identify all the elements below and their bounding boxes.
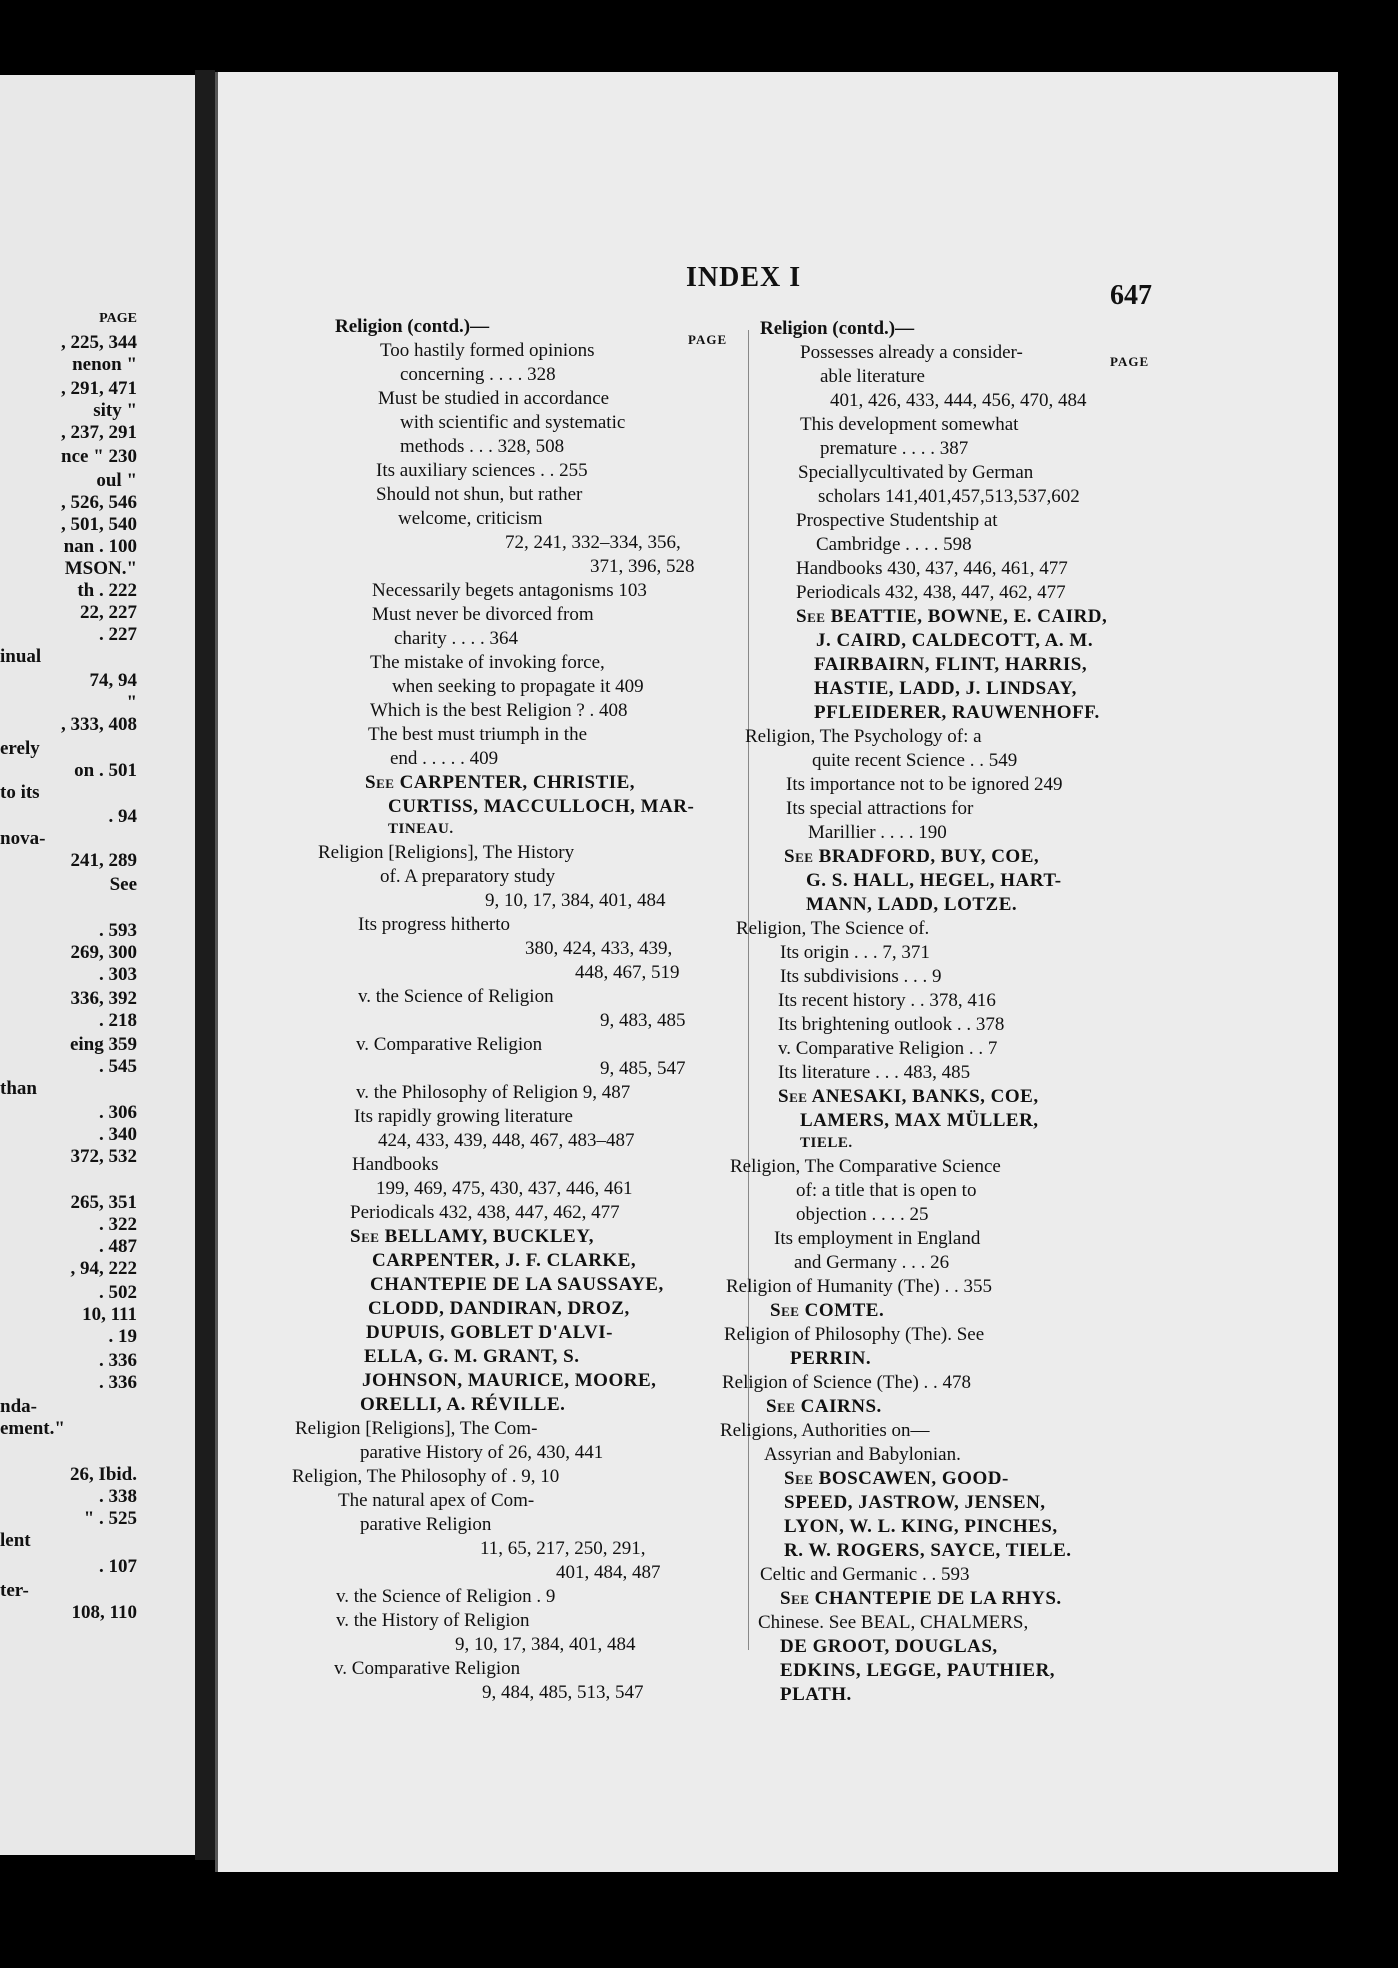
facing-page-line: 26, Ibid. bbox=[69, 1464, 137, 1485]
facing-page-line: nda- bbox=[0, 1396, 37, 1417]
index-entry-line: Possesses already a consider- bbox=[800, 342, 1023, 363]
index-entry-line: Its auxiliary sciences . . 255 bbox=[376, 460, 588, 481]
facing-page-line: th . 222 bbox=[77, 580, 137, 601]
facing-page-line: See bbox=[109, 874, 137, 895]
facing-page-line: sity " bbox=[93, 400, 137, 421]
index-entry-line: LAMERS, MAX MÜLLER, bbox=[800, 1110, 1039, 1131]
index-entry-line: methods . . . 328, 508 bbox=[400, 436, 565, 457]
index-entry-line: See CAIRNS. bbox=[766, 1396, 882, 1417]
facing-page-line: erely bbox=[0, 738, 40, 759]
index-entry-line: Its subdivisions . . . 9 bbox=[780, 966, 942, 987]
index-entry-line: Religion, The Psychology of: a bbox=[745, 726, 982, 747]
facing-page-line: ement." bbox=[0, 1418, 65, 1439]
index-entry-line: The best must triumph in the bbox=[368, 724, 588, 745]
index-entry-line: CARPENTER, J. F. CLARKE, bbox=[372, 1250, 637, 1271]
index-entry-line: PLATH. bbox=[780, 1684, 852, 1705]
index-entry-line: DE GROOT, DOUGLAS, bbox=[780, 1636, 998, 1657]
column-divider bbox=[748, 330, 749, 1650]
facing-page-line: 10, 111 bbox=[82, 1304, 137, 1325]
index-entry-line: Its importance not to be ignored 249 bbox=[786, 774, 1063, 795]
index-entry-line: Handbooks 430, 437, 446, 461, 477 bbox=[796, 558, 1068, 579]
index-entry-line: 9, 485, 547 bbox=[600, 1058, 686, 1079]
index-entry-line: 9, 484, 485, 513, 547 bbox=[482, 1682, 644, 1703]
index-entry-line: PFLEIDERER, RAUWENHOFF. bbox=[814, 702, 1100, 723]
facing-page-line: , 225, 344 bbox=[61, 332, 137, 353]
index-entry-line: 380, 424, 433, 439, bbox=[525, 938, 673, 959]
index-entry-line: Religion of Science (The) . . 478 bbox=[722, 1372, 972, 1393]
index-entry-line: Too hastily formed opinions bbox=[380, 340, 595, 361]
facing-page-line: nova- bbox=[0, 828, 46, 849]
index-entry-line: See CHANTEPIE DE LA RHYS. bbox=[780, 1588, 1062, 1609]
index-entry-line: Assyrian and Babylonian. bbox=[764, 1444, 961, 1465]
index-entry-line: This development somewhat bbox=[800, 414, 1019, 435]
index-entry-line: of: a title that is open to bbox=[796, 1180, 977, 1201]
index-entry-line: TIELE. bbox=[800, 1135, 853, 1151]
facing-page-line: inual bbox=[0, 646, 42, 667]
facing-page-line: nan . 100 bbox=[63, 536, 137, 557]
index-entry-line: v. the Science of Religion . 9 bbox=[336, 1586, 556, 1607]
facing-page-line: MSON." bbox=[64, 558, 137, 579]
index-entry-line: Its origin . . . 7, 371 bbox=[780, 942, 930, 963]
index-entry-line: Its employment in England bbox=[774, 1228, 981, 1249]
index-entry-line: Religion (contd.)— bbox=[760, 318, 915, 339]
index-entry-line: Which is the best Religion ? . 408 bbox=[370, 700, 628, 721]
facing-page-line: nce " 230 bbox=[61, 446, 137, 467]
index-entry-line: v. Comparative Religion bbox=[334, 1658, 521, 1679]
facing-page-line: . 218 bbox=[99, 1010, 137, 1031]
index-entry-line: 9, 10, 17, 384, 401, 484 bbox=[485, 890, 666, 911]
index-entry-line: 72, 241, 332–334, 356, bbox=[505, 532, 681, 553]
index-entry-line: Must never be divorced from bbox=[372, 604, 594, 625]
index-entry-line: Religion [Religions], The Com- bbox=[295, 1418, 538, 1439]
index-entry-line: Religion, The Science of. bbox=[736, 918, 930, 939]
facing-page-line: , 94, 222 bbox=[70, 1258, 137, 1279]
index-entry-line: The natural apex of Com- bbox=[338, 1490, 535, 1511]
index-entry-line: Its literature . . . 483, 485 bbox=[778, 1062, 971, 1083]
index-entry-line: quite recent Science . . 549 bbox=[812, 750, 1018, 771]
facing-page-line: 269, 300 bbox=[70, 942, 137, 963]
facing-page-line: eing 359 bbox=[69, 1034, 137, 1055]
facing-page-line: 22, 227 bbox=[80, 602, 137, 623]
index-entry-line: CURTISS, MACCULLOCH, MAR- bbox=[388, 796, 695, 817]
index-entry-line: 199, 469, 475, 430, 437, 446, 461 bbox=[376, 1178, 633, 1199]
index-entry-line: Chinese. See BEAL, CHALMERS, bbox=[758, 1612, 1029, 1633]
index-entry-line: 9, 10, 17, 384, 401, 484 bbox=[455, 1634, 636, 1655]
index-entry-line: See BOSCAWEN, GOOD- bbox=[784, 1468, 1009, 1489]
index-entry-line: 9, 483, 485 bbox=[600, 1010, 686, 1031]
index-entry-line: See BRADFORD, BUY, COE, bbox=[784, 846, 1040, 867]
facing-page-line: 241, 289 bbox=[70, 850, 137, 871]
index-entry-line: Cambridge . . . . 598 bbox=[816, 534, 972, 555]
index-entry-line: TINEAU. bbox=[388, 821, 454, 837]
facing-page-line: nenon " bbox=[72, 354, 137, 375]
facing-page-line: " . 525 bbox=[83, 1508, 137, 1529]
index-entry-line: Should not shun, but rather bbox=[376, 484, 583, 505]
index-entry-line: parative History of 26, 430, 441 bbox=[360, 1442, 604, 1463]
index-entry-line: See BELLAMY, BUCKLEY, bbox=[350, 1226, 594, 1247]
facing-page-line: . 593 bbox=[99, 920, 137, 941]
index-entry-line: ELLA, G. M. GRANT, S. bbox=[364, 1346, 580, 1367]
facing-page-line: . 336 bbox=[99, 1372, 137, 1393]
index-entry-line: v. Comparative Religion . . 7 bbox=[778, 1038, 998, 1059]
index-entry-line: premature . . . . 387 bbox=[820, 438, 969, 459]
page-number: 647 bbox=[1110, 280, 1152, 311]
index-entry-line: objection . . . . 25 bbox=[796, 1204, 929, 1225]
index-entry-line: HASTIE, LADD, J. LINDSAY, bbox=[814, 678, 1077, 699]
facing-page-line: , 291, 471 bbox=[61, 378, 137, 399]
index-entry-line: Its progress hitherto bbox=[358, 914, 510, 935]
index-entry-line: Religion of Philosophy (The). See bbox=[724, 1324, 985, 1345]
facing-page-line: . 322 bbox=[99, 1214, 137, 1235]
index-entry-line: Prospective Studentship at bbox=[796, 510, 998, 531]
index-entry-line: PERRIN. bbox=[790, 1348, 872, 1369]
index-entry-line: Religion, The Philosophy of . 9, 10 bbox=[292, 1466, 560, 1487]
index-entry-line: Religion, The Comparative Science bbox=[730, 1156, 1001, 1177]
index-entry-line: Periodicals 432, 438, 447, 462, 477 bbox=[350, 1202, 620, 1223]
index-entry-line: See BEATTIE, BOWNE, E. CAIRD, bbox=[796, 606, 1108, 627]
facing-page-line: . 303 bbox=[99, 964, 137, 985]
index-entry-line: 11, 65, 217, 250, 291, bbox=[480, 1538, 646, 1559]
facing-page-line: , 501, 540 bbox=[61, 514, 137, 535]
index-entry-line: Handbooks bbox=[352, 1154, 439, 1175]
index-entry-line: See CARPENTER, CHRISTIE, bbox=[365, 772, 636, 793]
index-entry-line: EDKINS, LEGGE, PAUTHIER, bbox=[780, 1660, 1056, 1681]
index-entry-line: 401, 484, 487 bbox=[556, 1562, 661, 1583]
index-entry-line: FAIRBAIRN, FLINT, HARRIS, bbox=[814, 654, 1088, 675]
facing-page-line: lent bbox=[0, 1530, 31, 1551]
index-entry-line: SPEED, JASTROW, JENSEN, bbox=[784, 1492, 1046, 1513]
index-entry-line: Its brightening outlook . . 378 bbox=[778, 1014, 1005, 1035]
index-entry-line: 448, 467, 519 bbox=[575, 962, 680, 983]
facing-page-line: 372, 532 bbox=[70, 1146, 137, 1167]
index-entry-line: The mistake of invoking force, bbox=[370, 652, 605, 673]
facing-page-line: 108, 110 bbox=[71, 1602, 137, 1623]
column2-page-label: PAGE bbox=[1110, 354, 1150, 369]
index-entry-line: of. A preparatory study bbox=[380, 866, 556, 887]
facing-page-line: . 306 bbox=[99, 1102, 137, 1123]
index-entry-line: Speciallycultivated by German bbox=[798, 462, 1034, 483]
index-entry-line: DUPUIS, GOBLET D'ALVI- bbox=[366, 1322, 613, 1343]
index-entry-line: and Germany . . . 26 bbox=[794, 1252, 950, 1273]
index-entry-line: Necessarily begets antagonisms 103 bbox=[372, 580, 647, 601]
facing-page-line: 74, 94 bbox=[89, 670, 137, 691]
facing-page-line: on . 501 bbox=[74, 760, 137, 781]
index-entry-line: J. CAIRD, CALDECOTT, A. M. bbox=[816, 630, 1094, 651]
index-entry-line: CHANTEPIE DE LA SAUSSAYE, bbox=[370, 1274, 664, 1295]
index-entry-line: Religion of Humanity (The) . . 355 bbox=[726, 1276, 992, 1297]
index-entry-line: Its recent history . . 378, 416 bbox=[778, 990, 996, 1011]
facing-page-line: than bbox=[0, 1078, 37, 1099]
index-entry-line: charity . . . . 364 bbox=[394, 628, 519, 649]
facing-page-fragment bbox=[0, 75, 195, 1855]
index-entry-line: R. W. ROGERS, SAYCE, TIELE. bbox=[784, 1540, 1072, 1561]
index-entry-line: Religion [Religions], The History bbox=[318, 842, 575, 863]
facing-page-line: . 487 bbox=[99, 1236, 137, 1257]
index-entry-line: when seeking to propagate it 409 bbox=[392, 676, 644, 697]
facing-page-line: ter- bbox=[0, 1580, 29, 1601]
facing-page-line: . 502 bbox=[99, 1282, 137, 1303]
index-entry-line: JOHNSON, MAURICE, MOORE, bbox=[362, 1370, 657, 1391]
index-entry-line: scholars 141,401,457,513,537,602 bbox=[818, 486, 1080, 507]
index-entry-line: v. Comparative Religion bbox=[356, 1034, 543, 1055]
column1-page-label: PAGE bbox=[688, 332, 728, 347]
index-entry-line: ORELLI, A. RÉVILLE. bbox=[360, 1394, 566, 1415]
index-entry-line: G. S. HALL, HEGEL, HART- bbox=[806, 870, 1062, 891]
facing-page-line: , 237, 291 bbox=[61, 422, 137, 443]
index-entry-line: v. the History of Religion bbox=[336, 1610, 530, 1631]
facing-page-line: to its bbox=[0, 782, 40, 803]
index-entry-line: v. the Philosophy of Religion 9, 487 bbox=[356, 1082, 631, 1103]
index-entry-line: 424, 433, 439, 448, 467, 483–487 bbox=[378, 1130, 635, 1151]
index-entry-line: able literature bbox=[820, 366, 925, 387]
facing-page-line: , 333, 408 bbox=[61, 714, 137, 735]
facing-page-line: . 107 bbox=[99, 1556, 137, 1577]
facing-page-line: . 94 bbox=[108, 806, 137, 827]
index-entry-line: v. the Science of Religion bbox=[358, 986, 554, 1007]
facing-page-line: PAGE bbox=[99, 311, 137, 326]
index-entry-line: with scientific and systematic bbox=[400, 412, 626, 433]
facing-page-line: 336, 392 bbox=[70, 988, 137, 1009]
facing-page-line: . 227 bbox=[99, 624, 137, 645]
index-entry-line: LYON, W. L. KING, PINCHES, bbox=[784, 1516, 1058, 1537]
index-entry-line: Periodicals 432, 438, 447, 462, 477 bbox=[796, 582, 1066, 603]
index-entry-line: Its rapidly growing literature bbox=[354, 1106, 573, 1127]
facing-page-line: " bbox=[126, 692, 137, 713]
index-entry-line: parative Religion bbox=[360, 1514, 492, 1535]
index-entry-line: See COMTE. bbox=[770, 1300, 885, 1321]
index-entry-line: Religions, Authorities on— bbox=[720, 1420, 930, 1441]
index-entry-line: See ANESAKI, BANKS, COE, bbox=[778, 1086, 1039, 1107]
running-head-title: INDEX I bbox=[686, 262, 802, 293]
index-entry-line: Marillier . . . . 190 bbox=[808, 822, 947, 843]
index-entry-line: welcome, criticism bbox=[398, 508, 543, 529]
facing-page-line: . 340 bbox=[99, 1124, 137, 1145]
index-entry-line: Celtic and Germanic . . 593 bbox=[760, 1564, 970, 1585]
index-entry-line: Religion (contd.)— bbox=[335, 316, 490, 337]
facing-page-line: . 19 bbox=[108, 1326, 137, 1347]
index-entry-line: MANN, LADD, LOTZE. bbox=[806, 894, 1018, 915]
facing-page-line: , 526, 546 bbox=[61, 492, 137, 513]
book-spine bbox=[195, 70, 215, 1860]
index-entry-line: concerning . . . . 328 bbox=[400, 364, 556, 385]
index-entry-line: 371, 396, 528 bbox=[590, 556, 695, 577]
index-entry-line: end . . . . . 409 bbox=[390, 748, 499, 769]
facing-page-line: 265, 351 bbox=[70, 1192, 137, 1213]
index-entry-line: Its special attractions for bbox=[786, 798, 974, 819]
facing-page-line: . 545 bbox=[99, 1056, 137, 1077]
facing-page-line: oul " bbox=[96, 470, 137, 491]
index-entry-line: Must be studied in accordance bbox=[378, 388, 610, 409]
index-entry-line: CLODD, DANDIRAN, DROZ, bbox=[368, 1298, 630, 1319]
facing-page-line: . 336 bbox=[99, 1350, 137, 1371]
index-entry-line: 401, 426, 433, 444, 456, 470, 484 bbox=[830, 390, 1087, 411]
facing-page-line: . 338 bbox=[99, 1486, 137, 1507]
